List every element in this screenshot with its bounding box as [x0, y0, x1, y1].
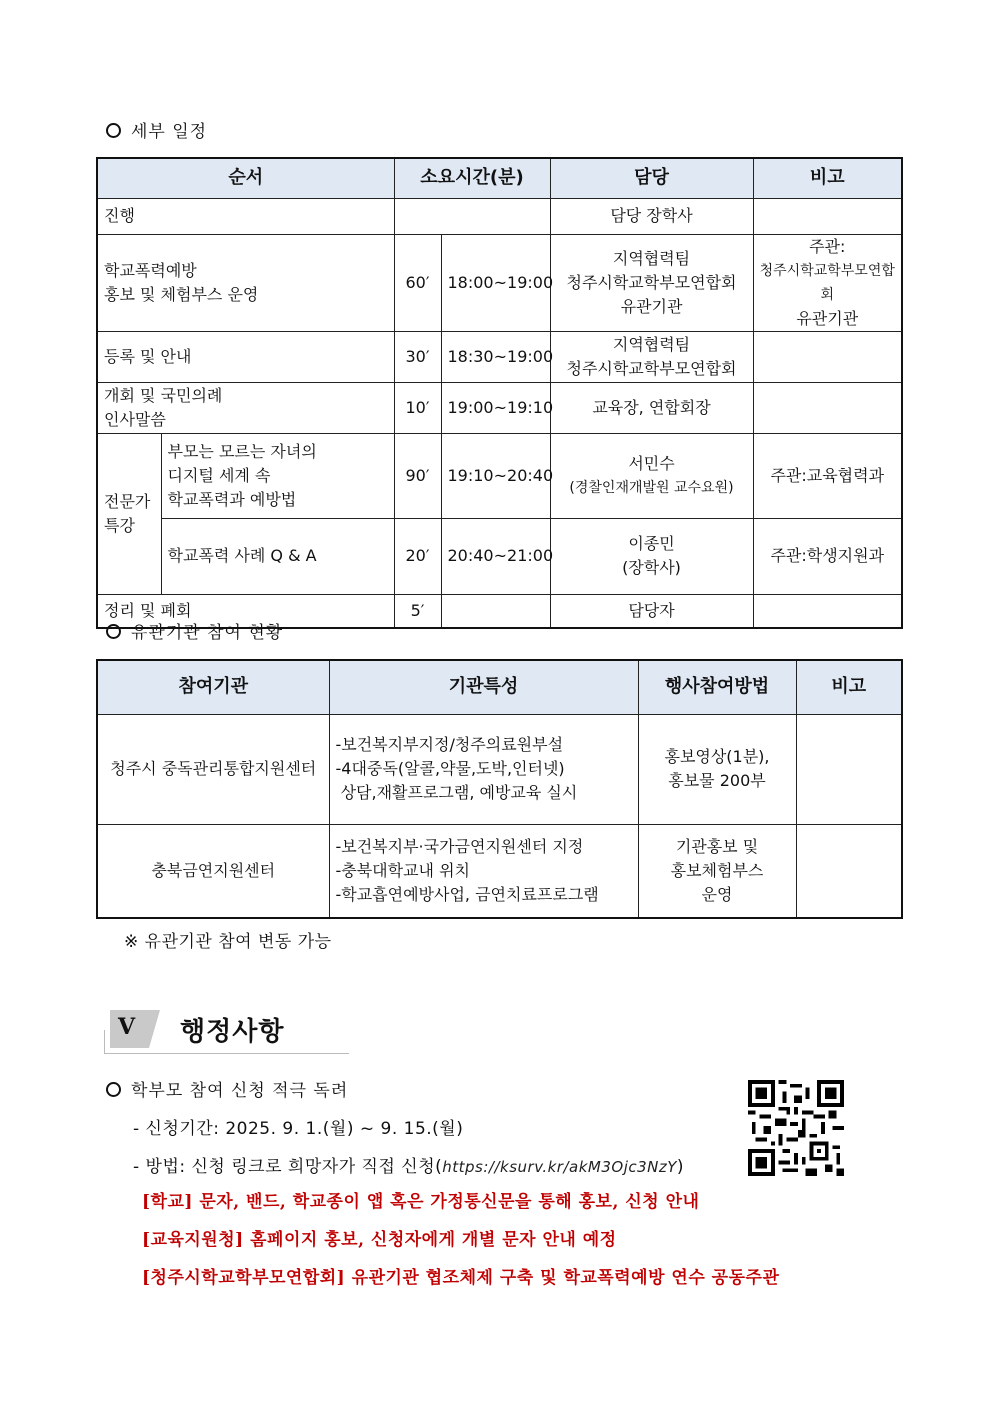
row-minutes: 20′: [394, 518, 441, 594]
header-org: 참여기관: [97, 660, 329, 714]
circle-bullet-icon: [106, 123, 121, 138]
admin-method: - 방법: 신청 링크로 희망자가 직접 신청(https://ksurv.kr/akM3Ojc3NzY): [133, 1157, 685, 1177]
table-row: [97, 198, 902, 234]
row-group: 전문가 특강: [97, 433, 161, 594]
row-minutes: 10′: [394, 382, 441, 433]
row-range: 18:00~19:00: [441, 234, 550, 331]
row-note: 주관: 청주시학교학부모연합회 유관기관: [753, 234, 902, 331]
org-feature: -보건복지부지정/청주의료원부설 -4대중독(알콜,약물,도박,인터넷) 상담,재활프로그램, 예방교육 실시: [329, 714, 638, 824]
header-order: 순서: [97, 158, 394, 198]
row-charge: 지역협력팀 청주시학교학부모연합회 유관기관: [550, 234, 753, 331]
organizations-table: [96, 659, 903, 919]
row-order: 정리 및 폐회: [97, 594, 394, 628]
section-number: Ⅴ: [118, 1014, 136, 1040]
row-topic: 학교폭력 사례 Q & A: [161, 518, 394, 594]
section-divider-vertical: [104, 1030, 105, 1054]
schedule-table: [96, 157, 903, 629]
schedule-heading: 세부 일정: [106, 117, 207, 142]
signup-link[interactable]: https://ksurv.kr/akM3Ojc3NzY: [442, 1158, 677, 1176]
row-range: 20:40~21:00: [441, 518, 550, 594]
header-note: 비고: [796, 660, 902, 714]
row-minutes: 5′: [394, 594, 441, 628]
table-row: [97, 714, 902, 824]
row-note: [753, 382, 902, 433]
org-name: 충북금연지원센터: [97, 824, 329, 918]
row-order: 진행: [97, 198, 394, 234]
table-row: [97, 382, 902, 433]
org-feature: -보건복지부·국가금연지원센터 지정 -충북대학교내 위치 -학교흡연예방사업, 금연치료프로그램: [329, 824, 638, 918]
row-topic: 부모는 모르는 자녀의 디지털 세계 속 학교폭력과 예방법: [161, 433, 394, 518]
section-divider: [104, 1053, 349, 1054]
row-range: 19:10~20:40: [441, 433, 550, 518]
row-charge: 서민수 (경찰인재개발원 교수요원): [550, 433, 753, 518]
row-time: [394, 198, 550, 234]
header-time: 소요시간(분): [394, 158, 550, 198]
schedule-header-row: [97, 158, 902, 198]
org-note: [796, 824, 902, 918]
qr-code-icon[interactable]: [748, 1080, 844, 1176]
circle-bullet-icon: [106, 624, 121, 639]
organizations-header-row: [97, 660, 902, 714]
row-order: 개회 및 국민의례 인사말씀: [97, 382, 394, 433]
header-method: 행사참여방법: [638, 660, 796, 714]
org-method: 기관홍보 및 홍보체험부스 운영: [638, 824, 796, 918]
org-name: 청주시 중독관리통합지원센터: [97, 714, 329, 824]
row-range: 18:30~19:00: [441, 331, 550, 382]
row-minutes: 90′: [394, 433, 441, 518]
row-note: 주관:교육협력과: [753, 433, 902, 518]
organizations-heading: 유관기관 참여 현황: [106, 618, 283, 643]
row-charge: 담당 장학사: [550, 198, 753, 234]
row-minutes: 30′: [394, 331, 441, 382]
admin-period: - 신청기간: 2025. 9. 1.(월) ~ 9. 15.(월): [133, 1119, 464, 1139]
table-row: [97, 433, 902, 518]
organizations-footnote: ※ 유관기관 참여 변동 가능: [124, 932, 332, 952]
admin-item: 학부모 참여 신청 적극 독려: [106, 1076, 348, 1101]
row-charge: 이종민 (장학사): [550, 518, 753, 594]
notice-office: [교육지원청] 홈페이지 홍보, 신청자에게 개별 문자 안내 예정: [142, 1230, 617, 1250]
table-row: [97, 518, 902, 594]
notice-school: [학교] 문자, 밴드, 학교종이 앱 혹은 가정통신문을 통해 홍보, 신청 안내: [142, 1192, 700, 1212]
notice-association: [청주시학교학부모연합회] 유관기관 협조체제 구축 및 학교폭력예방 연수 공동주관: [142, 1268, 780, 1288]
row-note: 주관:학생지원과: [753, 518, 902, 594]
row-charge: 담당자: [550, 594, 753, 628]
row-range: [441, 594, 550, 628]
row-range: 19:00~19:10: [441, 382, 550, 433]
table-row: [97, 234, 902, 331]
header-feature: 기관특성: [329, 660, 638, 714]
org-note: [796, 714, 902, 824]
row-minutes: 60′: [394, 234, 441, 331]
table-row: [97, 824, 902, 918]
circle-bullet-icon: [106, 1082, 121, 1097]
row-order: 등록 및 안내: [97, 331, 394, 382]
header-note: 비고: [753, 158, 902, 198]
table-row: [97, 331, 902, 382]
row-order: 학교폭력예방 홍보 및 체험부스 운영: [97, 234, 394, 331]
row-note: [753, 594, 902, 628]
section-title: 행정사항: [180, 1017, 285, 1047]
row-charge: 교육장, 연합회장: [550, 382, 753, 433]
row-note: [753, 198, 902, 234]
row-note: [753, 331, 902, 382]
org-method: 홍보영상(1분), 홍보물 200부: [638, 714, 796, 824]
row-charge: 지역협력팀 청주시학교학부모연합회: [550, 331, 753, 382]
header-charge: 담당: [550, 158, 753, 198]
